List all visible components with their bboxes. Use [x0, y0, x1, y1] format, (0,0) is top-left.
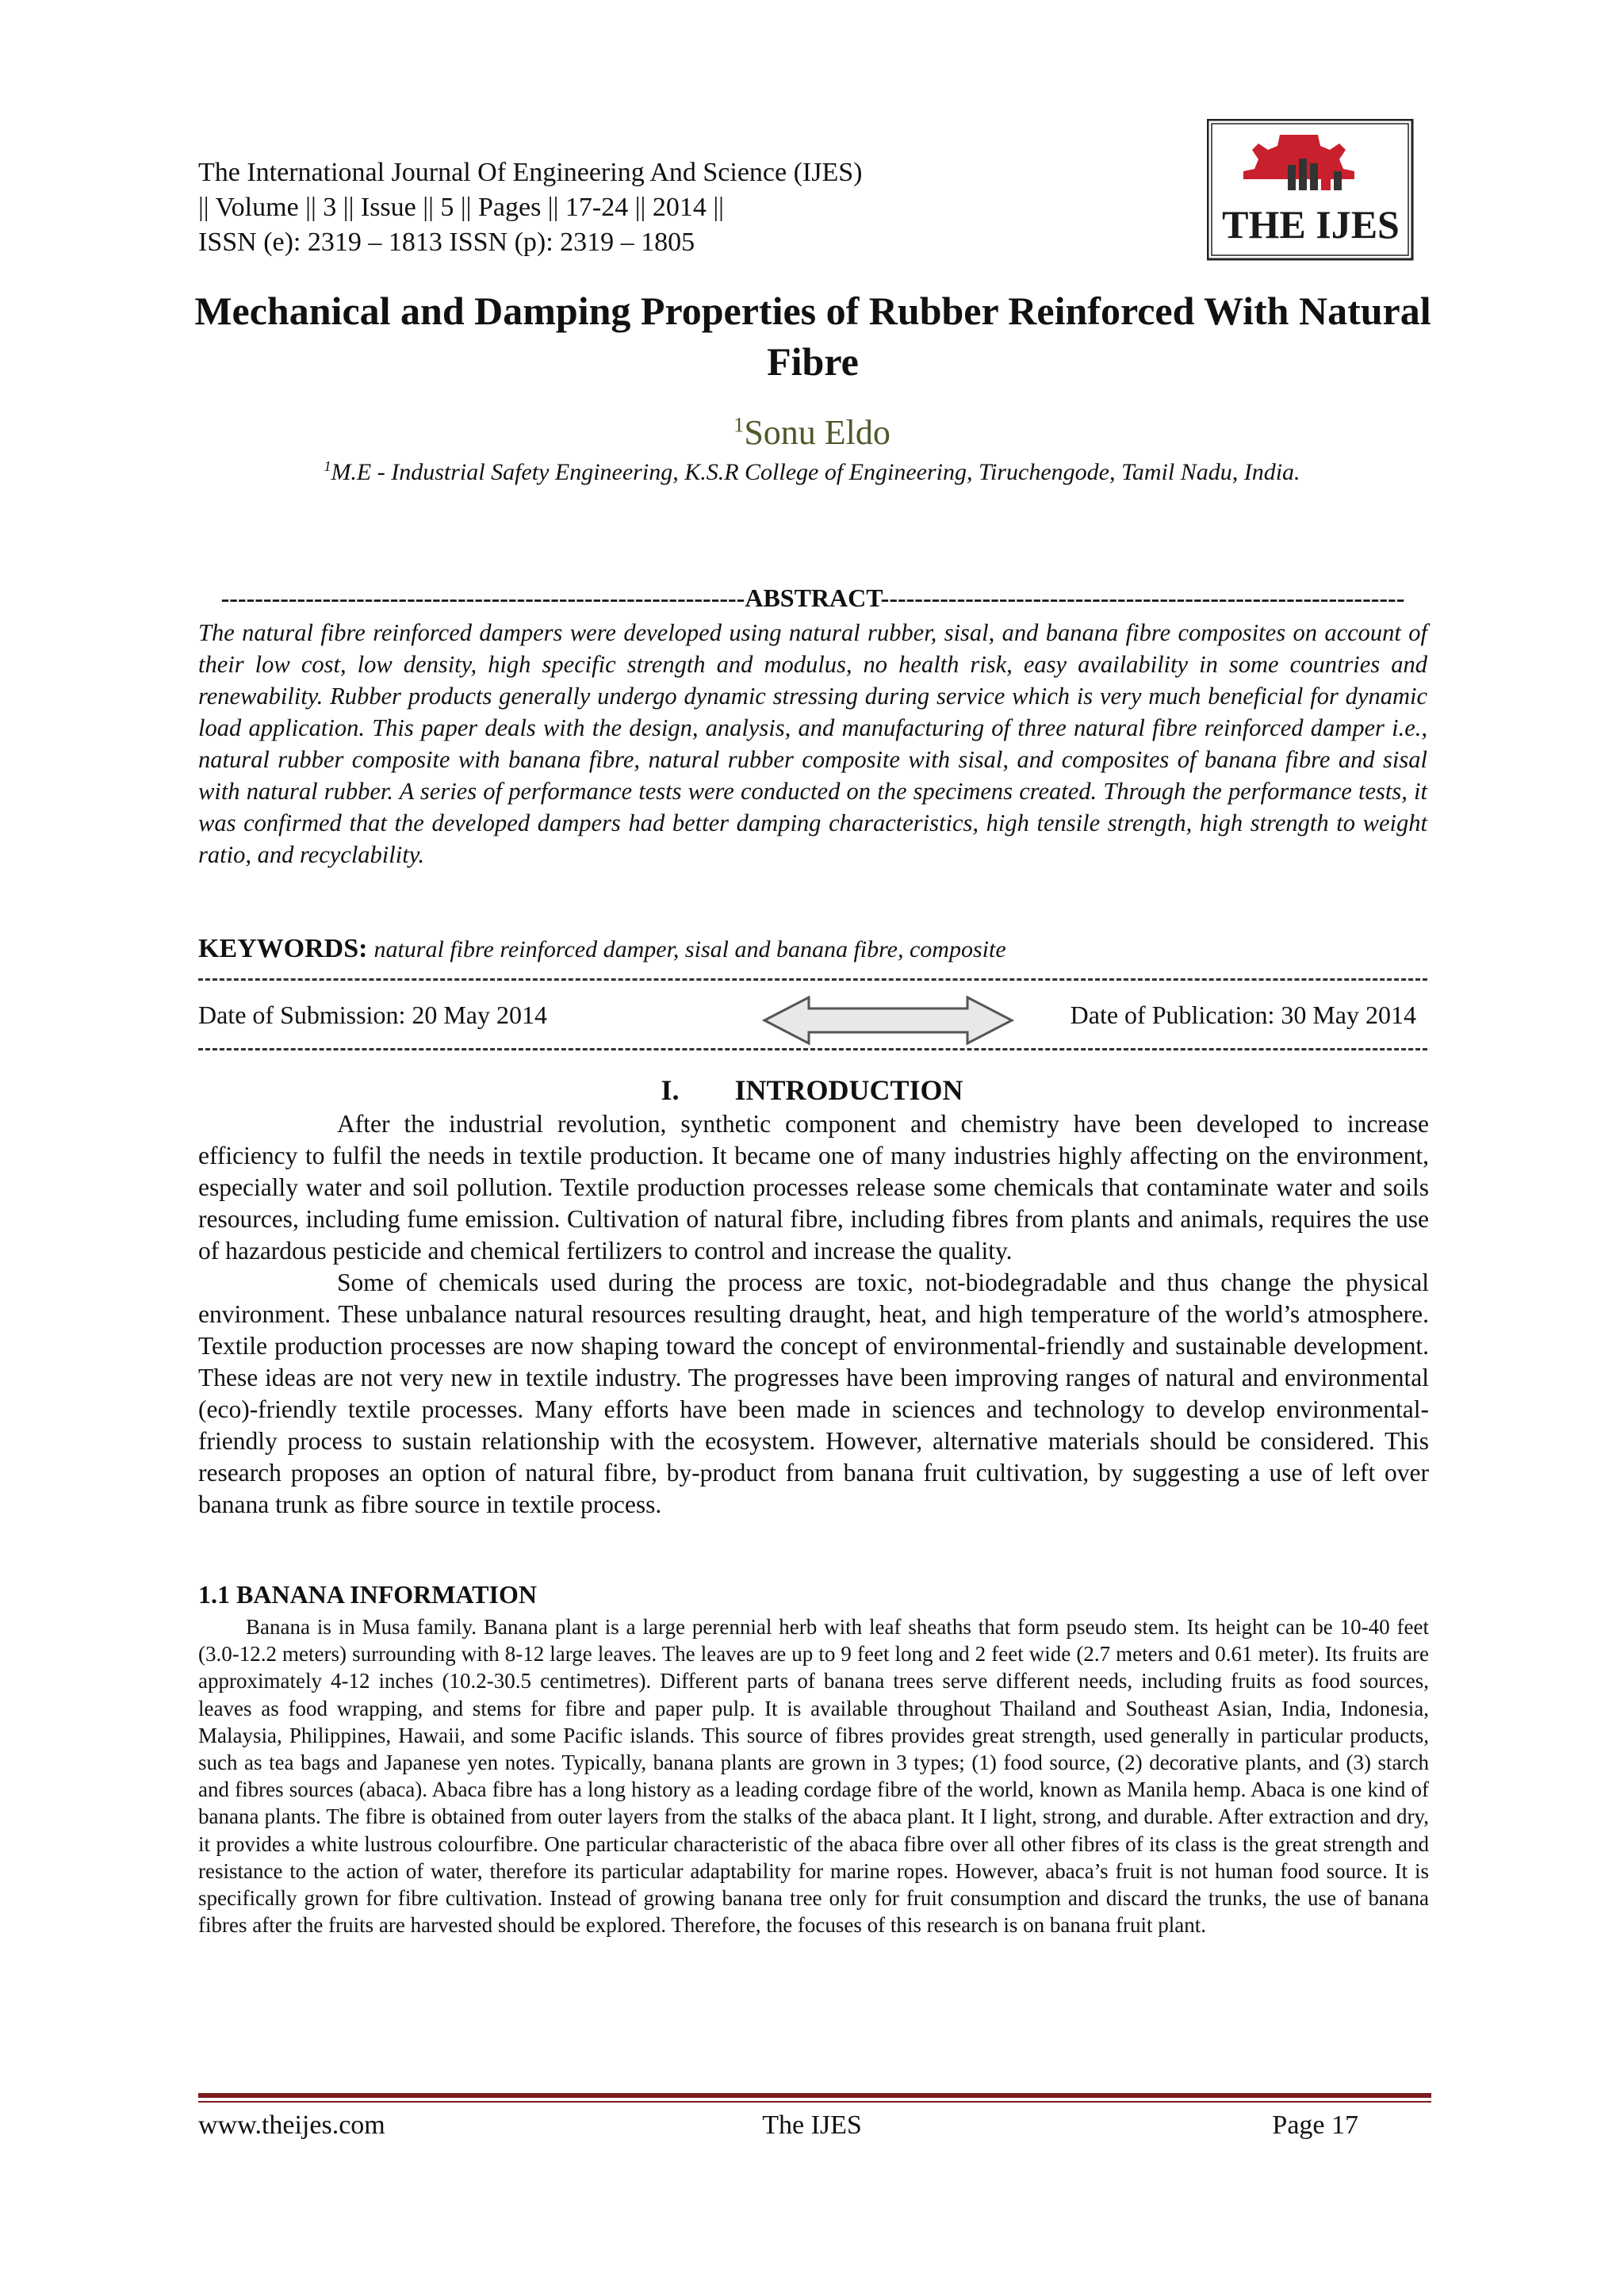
double-arrow-icon — [761, 993, 1015, 1052]
footer-page: Page 17 — [1272, 2110, 1358, 2140]
keywords-text: natural fibre reinforced damper, sisal and banana fibre, composite — [373, 936, 1006, 962]
banana-paragraph: Banana is in Musa family. Banana plant is a large perennial herb with leaf sheaths that form pseudo stem. Its height can be 10-40 feet (3.0-12.2 meters) surrounding with 8-12 large leaves. The leaves are up to 9 feet long and 2 feet wide (2.7 meters and 0.61 meter). Its fruits are approximately 4-12 inches (10.2-30.5 centimetres). Different parts of banana trees serve different needs, including fruits as food sources, leaves as food wrapping, and stems for fibre and paper pulp. It is available throughout Thailand and Southeast Asian, India, Indonesia, Malaysia, Philippines, Hawaii, and some Pacific islands. This source of fibres provides great strength, used generally in particular products, such as tea bags and Japanese yen notes. Typically, banana plants are grown in 3 types; (1) food source, (2) decorative plants, and (3) starch and fibres sources (abaca). Abaca fibre has a long history as a leading cordage fibre of the world, known as Manila hemp. Abaca is one kind of banana plants. The fibre is obtained from outer layers from the stalks of the abaca plant. It I light, strong, and durable. After extraction and dry, it provides a white lustrous colourfibre. One particular characteristic of the abaca fibre over all other fibres of its class is the great strength and resistance to the action of water, therefore its particular adaptability for marine ropes. However, abaca’s fruit is not human food source. It is specifically grown for fibre cultivation. Instead of growing banana tree only for fruit consumption and discard the trunks, the use of banana fibres after the fruits are harvested should be explored. Therefore, the focuses of this research is on banana fruit plant. — [198, 1615, 1429, 1938]
intro-paragraph: After the industrial revolution, synthetic component and chemistry have been developed to increase efficiency to fulfil the needs in textile production. It became one of many industries highly affecting on the environment, especially water and soil pollution. Textile production processes release some chemicals that contaminate water and soils resources, including fume emission. Cultivation of natural fibre, including fibres from plants and animals, requires the use of hazardous pesticide and chemical fertilizers to control and increase the quality. — [198, 1110, 1429, 1265]
intro-paragraph: Some of chemicals used during the process are toxic, not-biodegradable and thus change the physical environment. These unbalance natural resources resulting draught, heat, and high temperature of the world’s atmosphere. Textile production processes are now shaping toward the concept of environmental-friendly and sustainable development. These ideas are not very new in textile industry. The progresses have been improving ranges of natural and environmental (eco)-friendly textile processes. Many efforts have been made in sciences and technology to develop environmental-friendly process to sustain relationship with the ecosystem. However, alternative materials should be considered. This research proposes an option of natural fibre, by-product from banana fruit cultivation, by suggesting a use of left over banana trunk as fibre source in textile process. — [198, 1269, 1429, 1518]
abstract-text: The natural fibre reinforced dampers were developed using natural rubber, sisal, and banana fibre composites on account of their low cost, low density, high specific strength and modulus, no health risk, easy availability in some countries and renewability. Rubber products generally undergo dynamic stressing during service which is very much beneficial for dynamic load application. This paper deals with the design, analysis, and manufacturing of three natural fibre reinforced damper i.e., natural rubber composite with banana fibre, natural rubber composite with sisal, and composites of banana fibre and sisal with natural rubber. A series of performance tests were conducted on the specimens created. Through the performance tests, it was confirmed that the developed dampers had better damping characteristics, high tensile strength, high strength to weight ratio, and recyclability. — [198, 619, 1427, 868]
issn-line: ISSN (e): 2319 – 1813 ISSN (p): 2319 – 1805 — [198, 228, 695, 257]
author — [0, 412, 1624, 453]
journal-name: The International Journal Of Engineering And Science (IJES) — [198, 158, 863, 187]
logo-text: THE IJES — [1222, 202, 1400, 247]
ijes-logo — [1207, 119, 1415, 262]
keywords-label: KEYWORDS: — [198, 934, 368, 963]
affiliation-text: M.E - Industrial Safety Engineering, K.S.R College of Engineering, Tiruchengode, Tamil Nadu, India. — [331, 459, 1300, 485]
footer-rule-thin — [198, 2101, 1431, 2103]
footer-journal: The IJES — [762, 2110, 862, 2140]
section-number: I. — [661, 1074, 680, 1106]
abstract-heading: --------------------------------------------------------------ABSTRACT-------------------------------------------------------------- — [220, 584, 1405, 612]
divider-bottom — [198, 1048, 1427, 1054]
author-sup: 1 — [733, 412, 745, 437]
volume-line: || Volume || 3 || Issue || 5 || Pages || 17-24 || 2014 || — [198, 193, 724, 222]
subsection-heading: 1.1 BANANA INFORMATION — [198, 1580, 537, 1609]
section-title: INTRODUCTION — [734, 1074, 963, 1106]
author-name: Sonu Eldo — [744, 413, 891, 452]
abstract-heading-label: ABSTRACT — [745, 584, 881, 612]
affiliation-sup: 1 — [324, 458, 331, 474]
footer-website: www.theijes.com — [198, 2110, 385, 2140]
publication-date: Date of Publication: 30 May 2014 — [1070, 1001, 1416, 1029]
footer-rule — [198, 2093, 1431, 2098]
submission-date: Date of Submission: 20 May 2014 — [198, 1001, 547, 1029]
affiliation — [0, 458, 1624, 486]
paper-title: Mechanical and Damping Properties of Rubber Reinforced With Natural Fibre — [194, 289, 1431, 384]
banana-info-body — [198, 1613, 1429, 1938]
section-heading — [0, 1073, 1624, 1107]
divider-top — [198, 978, 1427, 984]
keywords — [198, 934, 1435, 964]
introduction-body — [198, 1108, 1429, 1521]
